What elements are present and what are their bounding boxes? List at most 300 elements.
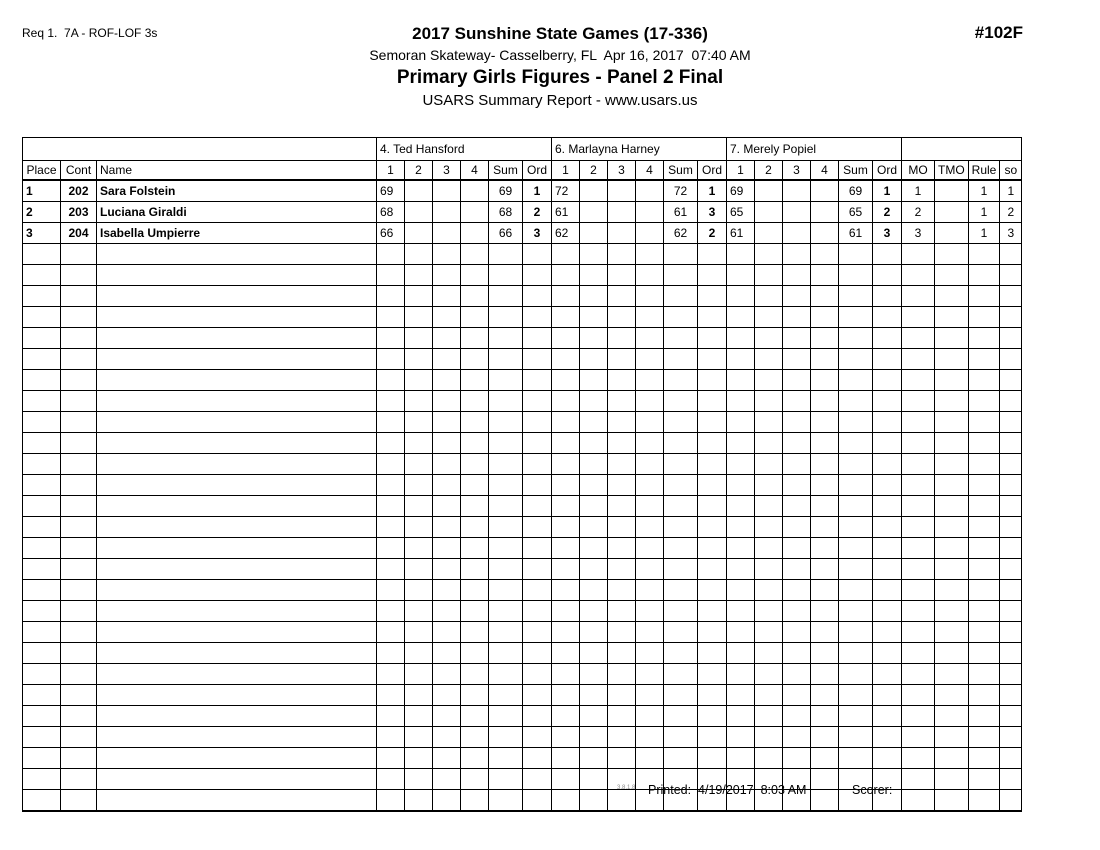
empty-cell [935,769,969,790]
empty-cell [433,286,461,307]
empty-cell [405,769,433,790]
empty-cell [664,559,698,580]
empty-cell [968,286,1000,307]
empty-cell [935,538,969,559]
empty-cell [698,664,727,685]
empty-cell [405,349,433,370]
empty-cell [968,307,1000,328]
judge-score-cell: 69 [727,180,755,202]
empty-cell [580,601,608,622]
empty-cell [580,391,608,412]
empty-cell [405,580,433,601]
empty-cell [489,538,523,559]
empty-cell [811,328,839,349]
empty-cell [489,433,523,454]
empty-cell [405,517,433,538]
judge-name-3: 7. Merely Popiel [727,138,902,161]
empty-cell [839,370,873,391]
empty-cell [580,706,608,727]
empty-cell [23,643,61,664]
report-type-line: USARS Summary Report - www.usars.us [422,92,698,109]
empty-cell [935,601,969,622]
empty-cell [698,727,727,748]
empty-cell [902,685,935,706]
empty-cell [811,622,839,643]
empty-cell [405,244,433,265]
empty-cell [97,496,377,517]
empty-cell [935,412,969,433]
empty-cell [523,769,552,790]
empty-cell [61,517,97,538]
empty-cell [968,790,1000,812]
empty-cell [523,454,552,475]
empty-cell [23,727,61,748]
empty-cell [97,769,377,790]
empty-cell [608,748,636,769]
empty-cell [839,643,873,664]
judge-score-cell [608,202,636,223]
empty-cell [608,790,636,812]
empty-cell [839,748,873,769]
empty-cell [698,517,727,538]
empty-cell [902,475,935,496]
empty-cell [23,664,61,685]
empty-cell [902,664,935,685]
empty-cell [580,475,608,496]
empty-cell [580,769,608,790]
empty-cell [727,748,755,769]
empty-cell [552,748,580,769]
empty-cell [523,391,552,412]
empty-cell [783,244,811,265]
empty-cell [935,265,969,286]
empty-cell [664,454,698,475]
empty-cell [377,433,405,454]
judge-score-cell [755,223,783,244]
scorer-label: Scorer: [852,783,893,797]
empty-cell [902,706,935,727]
empty-cell [23,601,61,622]
empty-cell [489,265,523,286]
empty-cell [636,412,664,433]
empty-cell [608,538,636,559]
contestant-number-cell: 203 [61,202,97,223]
empty-cell [811,412,839,433]
empty-cell [783,454,811,475]
empty-cell [727,559,755,580]
empty-cell [1000,244,1022,265]
empty-cell [377,790,405,812]
empty-cell [698,622,727,643]
empty-cell [580,517,608,538]
empty-cell [755,349,783,370]
empty-cell [377,286,405,307]
empty-cell [23,370,61,391]
empty-cell [968,643,1000,664]
empty-cell [608,475,636,496]
empty-cell [783,412,811,433]
empty-cell [811,391,839,412]
empty-cell [636,727,664,748]
empty-cell [873,601,902,622]
empty-cell [664,370,698,391]
empty-cell [461,601,489,622]
empty-cell [1000,328,1022,349]
empty-cell [1000,790,1022,812]
empty-cell [783,328,811,349]
empty-cell [935,643,969,664]
empty-cell [902,370,935,391]
empty-cell [839,496,873,517]
empty-cell [523,664,552,685]
empty-cell [61,433,97,454]
empty-cell [755,265,783,286]
empty-cell [61,643,97,664]
empty-cell [636,748,664,769]
column-header: 1 [727,161,755,181]
empty-cell [97,643,377,664]
empty-cell [636,580,664,601]
empty-cell [873,328,902,349]
empty-cell [873,685,902,706]
empty-cell [968,622,1000,643]
empty-cell [968,454,1000,475]
empty-cell [97,286,377,307]
judge-score-cell: 65 [727,202,755,223]
empty-cell [727,622,755,643]
empty-cell [61,727,97,748]
empty-cell [902,391,935,412]
column-header: Rule [968,161,1000,181]
column-header: Name [97,161,377,181]
empty-cell [664,643,698,664]
column-header: 3 [783,161,811,181]
empty-cell [433,328,461,349]
judge-score-cell: 66 [377,223,405,244]
empty-cell [664,412,698,433]
empty-cell [489,580,523,601]
empty-cell [698,349,727,370]
empty-cell [61,307,97,328]
empty-cell [580,307,608,328]
judge-score-cell [580,180,608,202]
empty-row [23,412,1022,433]
judge-score-cell: 72 [552,180,580,202]
empty-cell [698,370,727,391]
column-header: Ord [523,161,552,181]
empty-cell [97,538,377,559]
empty-cell [839,517,873,538]
empty-cell [61,580,97,601]
empty-cell [461,580,489,601]
empty-cell [377,664,405,685]
empty-cell [968,664,1000,685]
empty-cell [935,496,969,517]
empty-cell [811,643,839,664]
empty-cell [664,706,698,727]
empty-row [23,748,1022,769]
empty-cell [97,790,377,812]
empty-cell [755,727,783,748]
empty-cell [523,265,552,286]
empty-cell [1000,517,1022,538]
empty-cell [433,580,461,601]
empty-cell [664,349,698,370]
empty-cell [377,538,405,559]
empty-cell [873,244,902,265]
empty-cell [783,622,811,643]
empty-cell [811,370,839,391]
empty-cell [608,601,636,622]
empty-cell [580,727,608,748]
empty-cell [727,685,755,706]
empty-cell [61,706,97,727]
judge-score-cell [811,223,839,244]
empty-cell [811,559,839,580]
empty-cell [755,391,783,412]
empty-cell [377,559,405,580]
empty-cell [727,391,755,412]
empty-cell [377,244,405,265]
empty-row [23,664,1022,685]
empty-cell [811,538,839,559]
empty-cell [664,664,698,685]
empty-cell [698,307,727,328]
empty-cell [839,349,873,370]
empty-cell [433,748,461,769]
column-header: 3 [608,161,636,181]
empty-cell [727,601,755,622]
empty-cell [580,412,608,433]
empty-cell [755,517,783,538]
empty-cell [461,244,489,265]
empty-cell [433,349,461,370]
empty-cell [811,496,839,517]
empty-cell [873,286,902,307]
empty-cell [902,244,935,265]
empty-cell [433,475,461,496]
empty-cell [755,286,783,307]
empty-row [23,454,1022,475]
empty-cell [23,517,61,538]
empty-cell [839,328,873,349]
empty-cell [489,307,523,328]
empty-cell [902,748,935,769]
empty-cell [873,748,902,769]
empty-cell [461,685,489,706]
empty-cell [755,244,783,265]
empty-cell [552,307,580,328]
empty-cell [755,496,783,517]
empty-cell [664,517,698,538]
empty-cell [461,433,489,454]
judge-score-cell [608,223,636,244]
column-header: 4 [461,161,489,181]
empty-row [23,643,1022,664]
empty-cell [489,349,523,370]
empty-cell [97,580,377,601]
empty-cell [783,475,811,496]
column-header: 1 [377,161,405,181]
empty-cell [839,391,873,412]
empty-cell [23,559,61,580]
empty-cell [636,601,664,622]
empty-cell [523,307,552,328]
judge-score-cell [405,202,433,223]
empty-cell [580,580,608,601]
empty-cell [902,517,935,538]
empty-cell [461,622,489,643]
empty-cell [783,580,811,601]
empty-cell [783,496,811,517]
empty-row [23,706,1022,727]
judge-score-cell [580,202,608,223]
empty-cell [968,328,1000,349]
empty-cell [839,433,873,454]
empty-cell [664,391,698,412]
empty-cell [698,748,727,769]
empty-cell [523,622,552,643]
empty-cell [783,538,811,559]
column-header: 3 [433,161,461,181]
empty-cell [461,538,489,559]
rule-cell: 1 [968,180,1000,202]
empty-cell [461,370,489,391]
contestant-number-cell: 204 [61,223,97,244]
empty-cell [608,643,636,664]
empty-cell [61,370,97,391]
empty-cell [727,433,755,454]
empty-cell [811,244,839,265]
empty-cell [968,433,1000,454]
empty-cell [552,727,580,748]
empty-cell [61,454,97,475]
empty-cell [968,475,1000,496]
empty-cell [968,370,1000,391]
empty-cell [377,727,405,748]
empty-cell [873,475,902,496]
empty-cell [755,643,783,664]
empty-cell [902,769,935,790]
empty-cell [755,748,783,769]
empty-cell [377,601,405,622]
judge-ordinal-cell: 2 [873,202,902,223]
empty-cell [636,286,664,307]
empty-cell [433,769,461,790]
empty-cell [811,685,839,706]
empty-cell [698,601,727,622]
empty-cell [580,454,608,475]
empty-cell [755,622,783,643]
empty-cell [405,622,433,643]
empty-cell [664,286,698,307]
empty-cell [405,412,433,433]
empty-cell [489,643,523,664]
empty-cell [377,454,405,475]
empty-cell [811,433,839,454]
empty-cell [839,244,873,265]
requirement-label: Req 1. 7A - ROF-LOF 3s [22,26,158,40]
empty-cell [580,748,608,769]
empty-cell [580,328,608,349]
empty-cell [523,601,552,622]
empty-cell [727,307,755,328]
empty-cell [636,391,664,412]
empty-cell [755,307,783,328]
empty-cell [839,706,873,727]
empty-cell [405,475,433,496]
judge-sum-cell: 69 [839,180,873,202]
empty-cell [552,349,580,370]
empty-cell [461,517,489,538]
empty-cell [433,307,461,328]
empty-cell [902,727,935,748]
empty-cell [873,643,902,664]
column-header: Sum [839,161,873,181]
empty-cell [873,391,902,412]
empty-cell [968,685,1000,706]
so-cell: 2 [1000,202,1022,223]
empty-cell [698,643,727,664]
empty-cell [97,412,377,433]
empty-cell [23,706,61,727]
empty-cell [461,769,489,790]
empty-cell [636,706,664,727]
empty-cell [755,685,783,706]
empty-cell [935,517,969,538]
empty-cell [461,412,489,433]
empty-cell [698,580,727,601]
column-header: Place [23,161,61,181]
judge-score-cell [433,223,461,244]
empty-cell [433,433,461,454]
empty-cell [698,244,727,265]
empty-cell [61,748,97,769]
empty-cell [935,349,969,370]
empty-cell [608,496,636,517]
column-header: 4 [811,161,839,181]
empty-cell [552,496,580,517]
empty-cell [839,580,873,601]
judge-ordinal-cell: 1 [873,180,902,202]
empty-cell [968,265,1000,286]
empty-cell [755,412,783,433]
empty-cell [636,328,664,349]
empty-cell [23,244,61,265]
empty-cell [608,370,636,391]
empty-cell [636,475,664,496]
empty-cell [523,790,552,812]
empty-cell [902,790,935,812]
judge-score-cell [811,180,839,202]
empty-cell [61,622,97,643]
empty-cell [698,496,727,517]
empty-cell [433,538,461,559]
empty-cell [405,727,433,748]
empty-cell [873,559,902,580]
empty-cell [935,706,969,727]
empty-cell [433,412,461,433]
judge-score-cell [433,180,461,202]
empty-cell [873,727,902,748]
empty-cell [552,664,580,685]
empty-cell [23,769,61,790]
empty-cell [523,349,552,370]
empty-cell [61,790,97,812]
empty-cell [783,685,811,706]
empty-cell [636,244,664,265]
empty-cell [377,370,405,391]
